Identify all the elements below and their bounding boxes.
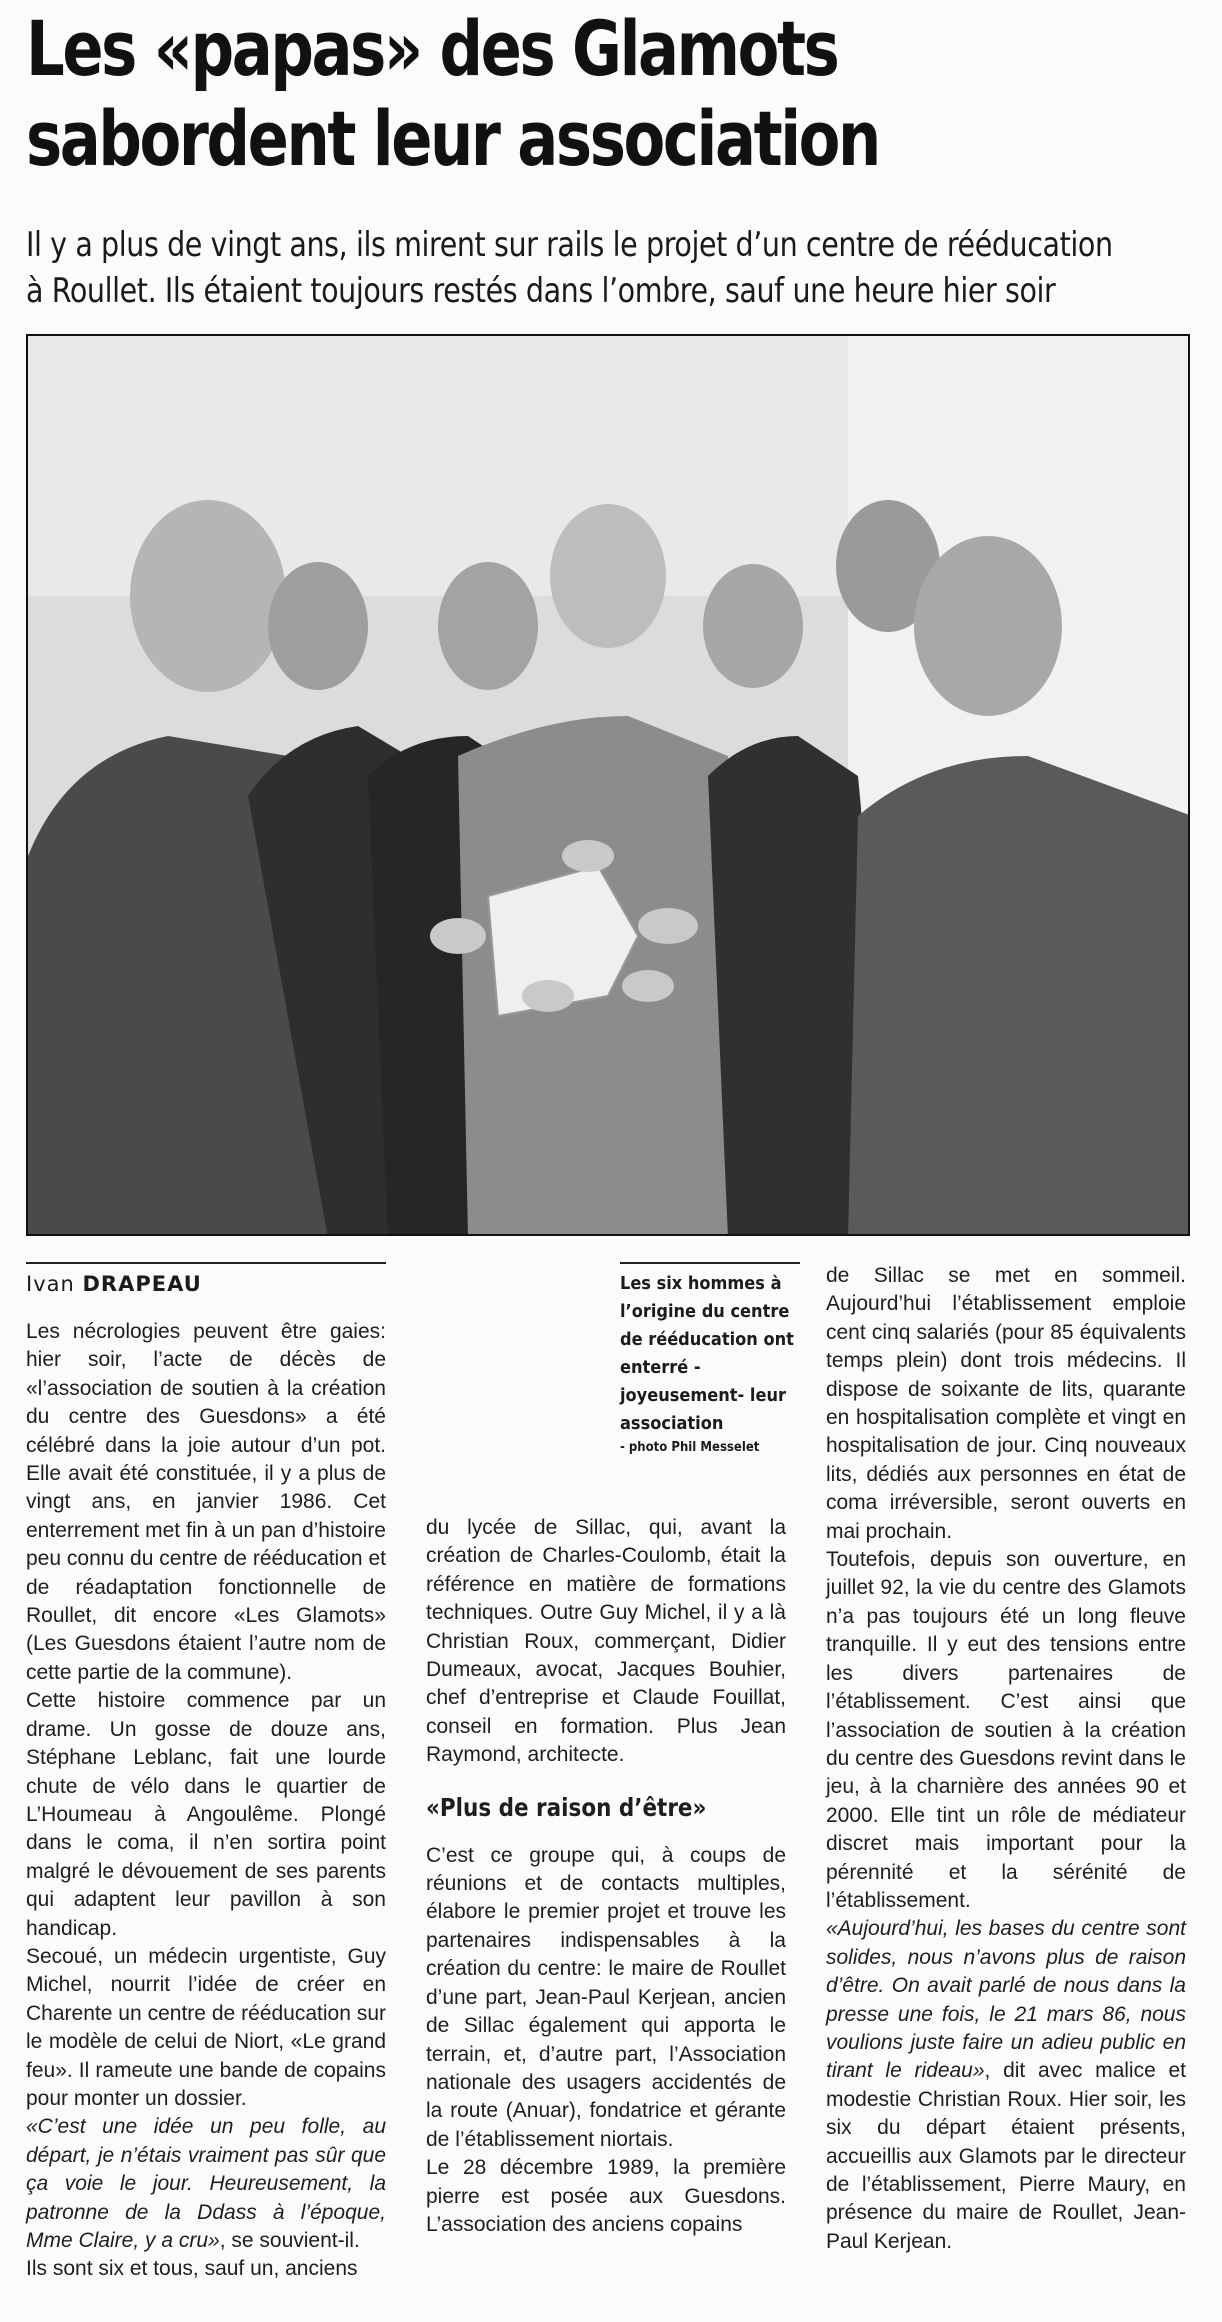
quote-paragraph [26,2113,386,2255]
standfirst-line-2: à Roullet. Ils étaient toujours restés dans l’ombre, sauf une heure hier soir [26,271,1056,311]
headline [26,4,879,184]
photo-caption [620,1262,800,1458]
headline-line-2: sabordent leur association [26,94,879,183]
paragraph: du lycée de Sillac, qui, avant la création de Charles-Coulomb, était la référence en matière de formations techniques. Outre Guy Michel, il y a là Christian Roux, commerçant, Didier Dumeaux, avocat, Jacques Bouhier, chef d’entreprise et Claude Fouillat, conseil en formation. Plus Jean Raymond, architecte. [426,1516,786,1767]
photo-credit: - photo Phil Messelet [620,1440,760,1455]
byline-first-name: Ivan [26,1272,75,1296]
subheading: «Plus de raison d’être» [426,1792,707,1822]
column-1 [26,1318,386,2284]
byline-last-name: DRAPEAU [82,1272,202,1296]
paragraph: Cette histoire commence par un drame. Un gosse de douze ans, Stéphane Leblanc, fait une lourde chute de vélo dans le quartier de L’Houmeau à Angoulême. Plongé dans le coma, il n’en sortira point malgré le dévouement de ses parents qui adaptent leur pavillon à son handicap. [26,1689,386,1940]
quote-paragraph [826,1915,1186,2256]
paragraph: Les nécrologies peuvent être gaies: hier soir, l’acte de décès de «l’association de soutien à la création du centre des Guesdons» a été célébré dans la joie autour d’un pot. Elle avait été constituée, il y a plus de vingt ans, en janvier 1986. Cet enterrement met fin à un pan d’histoire peu connu du centre de rééducation et de réadaptation fonctionnelle de Roullet, dit encore «Les Glamots» (Les Guesdons étaient l’autre nom de cette partie de la commune). [26,1320,386,1684]
column-3 [826,1262,1186,2256]
standfirst-line-1: Il y a plus de vingt ans, ils mirent sur rails le projet d’un centre de rééducation [26,225,1113,265]
group-photo [26,334,1190,1236]
paragraph: C’est ce groupe qui, à coups de réunions et de contacts multiples, élabore le premier projet et trouve les partenaires indispensables à la création du centre: le maire de Roullet d’une part, Jean-Paul Kerjean, ancien de Sillac également qui apporta le terrain, et, d’autre part, l’Association nationale des usagers accidentés de la route (Anuar), fondatrice et gérante de l’établissement niortais. [426,1843,786,2151]
paragraph: Le 28 décembre 1989, la première pierre est posée aux Guesdons. L’association des anciens copains [426,2156,786,2236]
byline [26,1262,386,1296]
paragraph: Secoué, un médecin urgentiste, Guy Michel, nourrit l’idée de créer en Charente un centre de rééducation sur le modèle de celui de Niort, «Le grand feu». Il rameute une bande de copains pour monter un dossier. [26,1944,386,2110]
group-photo-illustration [28,336,1190,1236]
paragraph: Ils sont six et tous, sauf un, anciens [26,2257,358,2281]
paragraph: de Sillac se met en sommeil. Aujourd’hui l’établissement emploie cent cinq salariés (pour 85 équivalents temps plein) dont trois médecins. Il dispose de soixante de lits, quarante en hospitalisation complète et vingt en hospitalisation de jour. Cinq nouveaux lits, dédiés aux personnes en état de coma irréversible, seront ouverts en mai prochain. [826,1264,1186,1543]
quote-attribution: , se souvient-il. [219,2229,360,2252]
column-2 [426,1514,786,2239]
quote: «C’est une idée un peu folle, au départ, je n’étais vraiment pas sûr que ça voie le jour. Heureusement, la patronne de la Ddass à l’époque, Mme Claire, y a cru» [26,2115,386,2252]
quote-attribution: , dit avec malice et modestie Christian Roux. Hier soir, les six du départ étaient présents, accueillis aux Glamots par le directeur de l’établissement, Pierre Maury, en présence du maire de Roullet, Jean-Paul Kerjean. [826,2059,1186,2253]
standfirst [26,222,1113,314]
paragraph: Toutefois, depuis son ouverture, en juillet 92, la vie du centre des Glamots n’a pas toujours été un long fleuve tranquille. Il y eut des tensions entre les divers partenaires de l’établissement. C’est ainsi que l’association de soutien à la création du centre des Guesdons revint dans le jeu, à la charnière des années 90 et 2000. Elle tint un rôle de médiateur discret mais important pour la pérennité et la sérénité de l’établissement. [826,1548,1186,1912]
headline-line-1: Les «papas» des Glamots [26,4,838,93]
quote: «Aujourd’hui, les bases du centre sont solides, nous n’avons plus de raison d’être. On avait parlé de nous dans la presse une fois, le 21 mars 86, nous voulions juste faire un adieu public en tirant le rideau» [826,1917,1186,2083]
caption-text: Les six hommes à l’origine du centre de rééducation ont enterré - joyeusement- leur association [620,1273,794,1434]
